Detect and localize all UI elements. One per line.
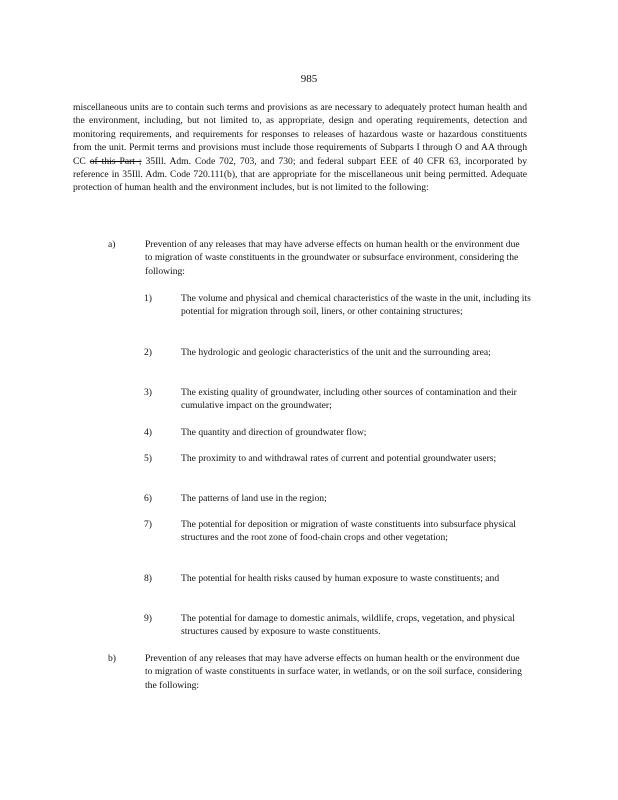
list-item-9 xyxy=(144,612,534,639)
list-item-marker: 9) xyxy=(144,613,152,624)
list-item-4 xyxy=(144,426,534,439)
list-item-2 xyxy=(144,346,534,359)
list-item-7 xyxy=(144,518,534,545)
list-item-6 xyxy=(144,492,534,505)
intro-paragraph xyxy=(73,101,527,195)
section-a-marker: a) xyxy=(108,239,116,250)
section-b-marker: b) xyxy=(108,653,116,664)
list-item-marker: 1) xyxy=(144,293,152,304)
list-item-text: The proximity to and withdrawal rates of current and potential groundwater users; xyxy=(181,453,497,464)
list-item-marker: 8) xyxy=(144,573,152,584)
list-item-marker: 3) xyxy=(144,387,152,398)
list-item-text: The potential for deposition or migration of waste constituents into subsurface physical structures and the root zone of food-chain crops and other vegetation; xyxy=(181,519,516,544)
list-item-marker: 2) xyxy=(144,347,152,358)
section-b xyxy=(108,652,528,692)
page-number: 985 xyxy=(300,73,318,85)
list-item-marker: 5) xyxy=(144,453,152,464)
list-item-text: The patterns of land use in the region; xyxy=(181,493,327,504)
list-item-marker: 7) xyxy=(144,519,152,530)
intro-text-end: 35Ill. Adm. Code 702, 703, and 730; and federal subpart EEE of 40 CFR 63, incorporated by reference in 35Ill. Adm. Code 720.111(b), that are appropriate for the miscellaneous unit being permitted. Adequate protection of human health and the environment includes, but is not limited to the following: xyxy=(73,155,528,194)
list-item-1 xyxy=(144,292,534,319)
list-item-text: The quantity and direction of groundwater flow; xyxy=(181,427,367,438)
intro-text-start: miscellaneous units are to contain such terms and provisions as are necessary to adequately protect human health and the environment, including, but not limited to, as appropriate, design and operating requirements, detection and monitoring requirements, and requirements for responses to releases of hazardous waste or hazardous constituents from the unit. Permit terms and provisions must include those requirements of Subparts I through O and AA through CC xyxy=(73,102,527,167)
list-item-marker: 4) xyxy=(144,427,152,438)
section-a xyxy=(108,238,528,278)
list-item-8 xyxy=(144,572,534,585)
list-item-text: The potential for damage to domestic animals, wildlife, crops, vegetation, and physical structures caused by exposure to waste constituents. xyxy=(181,613,515,638)
list-item-text: The volume and physical and chemical characteristics of the waste in the unit, including its potential for migration through soil, liners, or other containing structures; xyxy=(181,293,531,318)
list-item-text: The hydrologic and geologic characteristics of the unit and the surrounding area; xyxy=(181,347,491,358)
list-item-text: The existing quality of groundwater, including other sources of contamination and their cumulative impact on the groundwater; xyxy=(181,387,517,412)
list-item-5 xyxy=(144,452,534,465)
list-item-marker: 6) xyxy=(144,493,152,504)
section-b-text: Prevention of any releases that may have adverse effects on human health or the environment due to migration of waste constituents in surface water, in wetlands, or on the soil surface, considering the following: xyxy=(145,653,522,691)
struck-text: of this Part ; xyxy=(89,155,142,167)
list-item-text: The potential for health risks caused by human exposure to waste constituents; and xyxy=(181,573,500,584)
list-item-3 xyxy=(144,386,534,413)
section-a-text: Prevention of any releases that may have adverse effects on human health or the environment due to migration of waste constituents in the groundwater or subsurface environment, considering the following: xyxy=(145,239,520,277)
